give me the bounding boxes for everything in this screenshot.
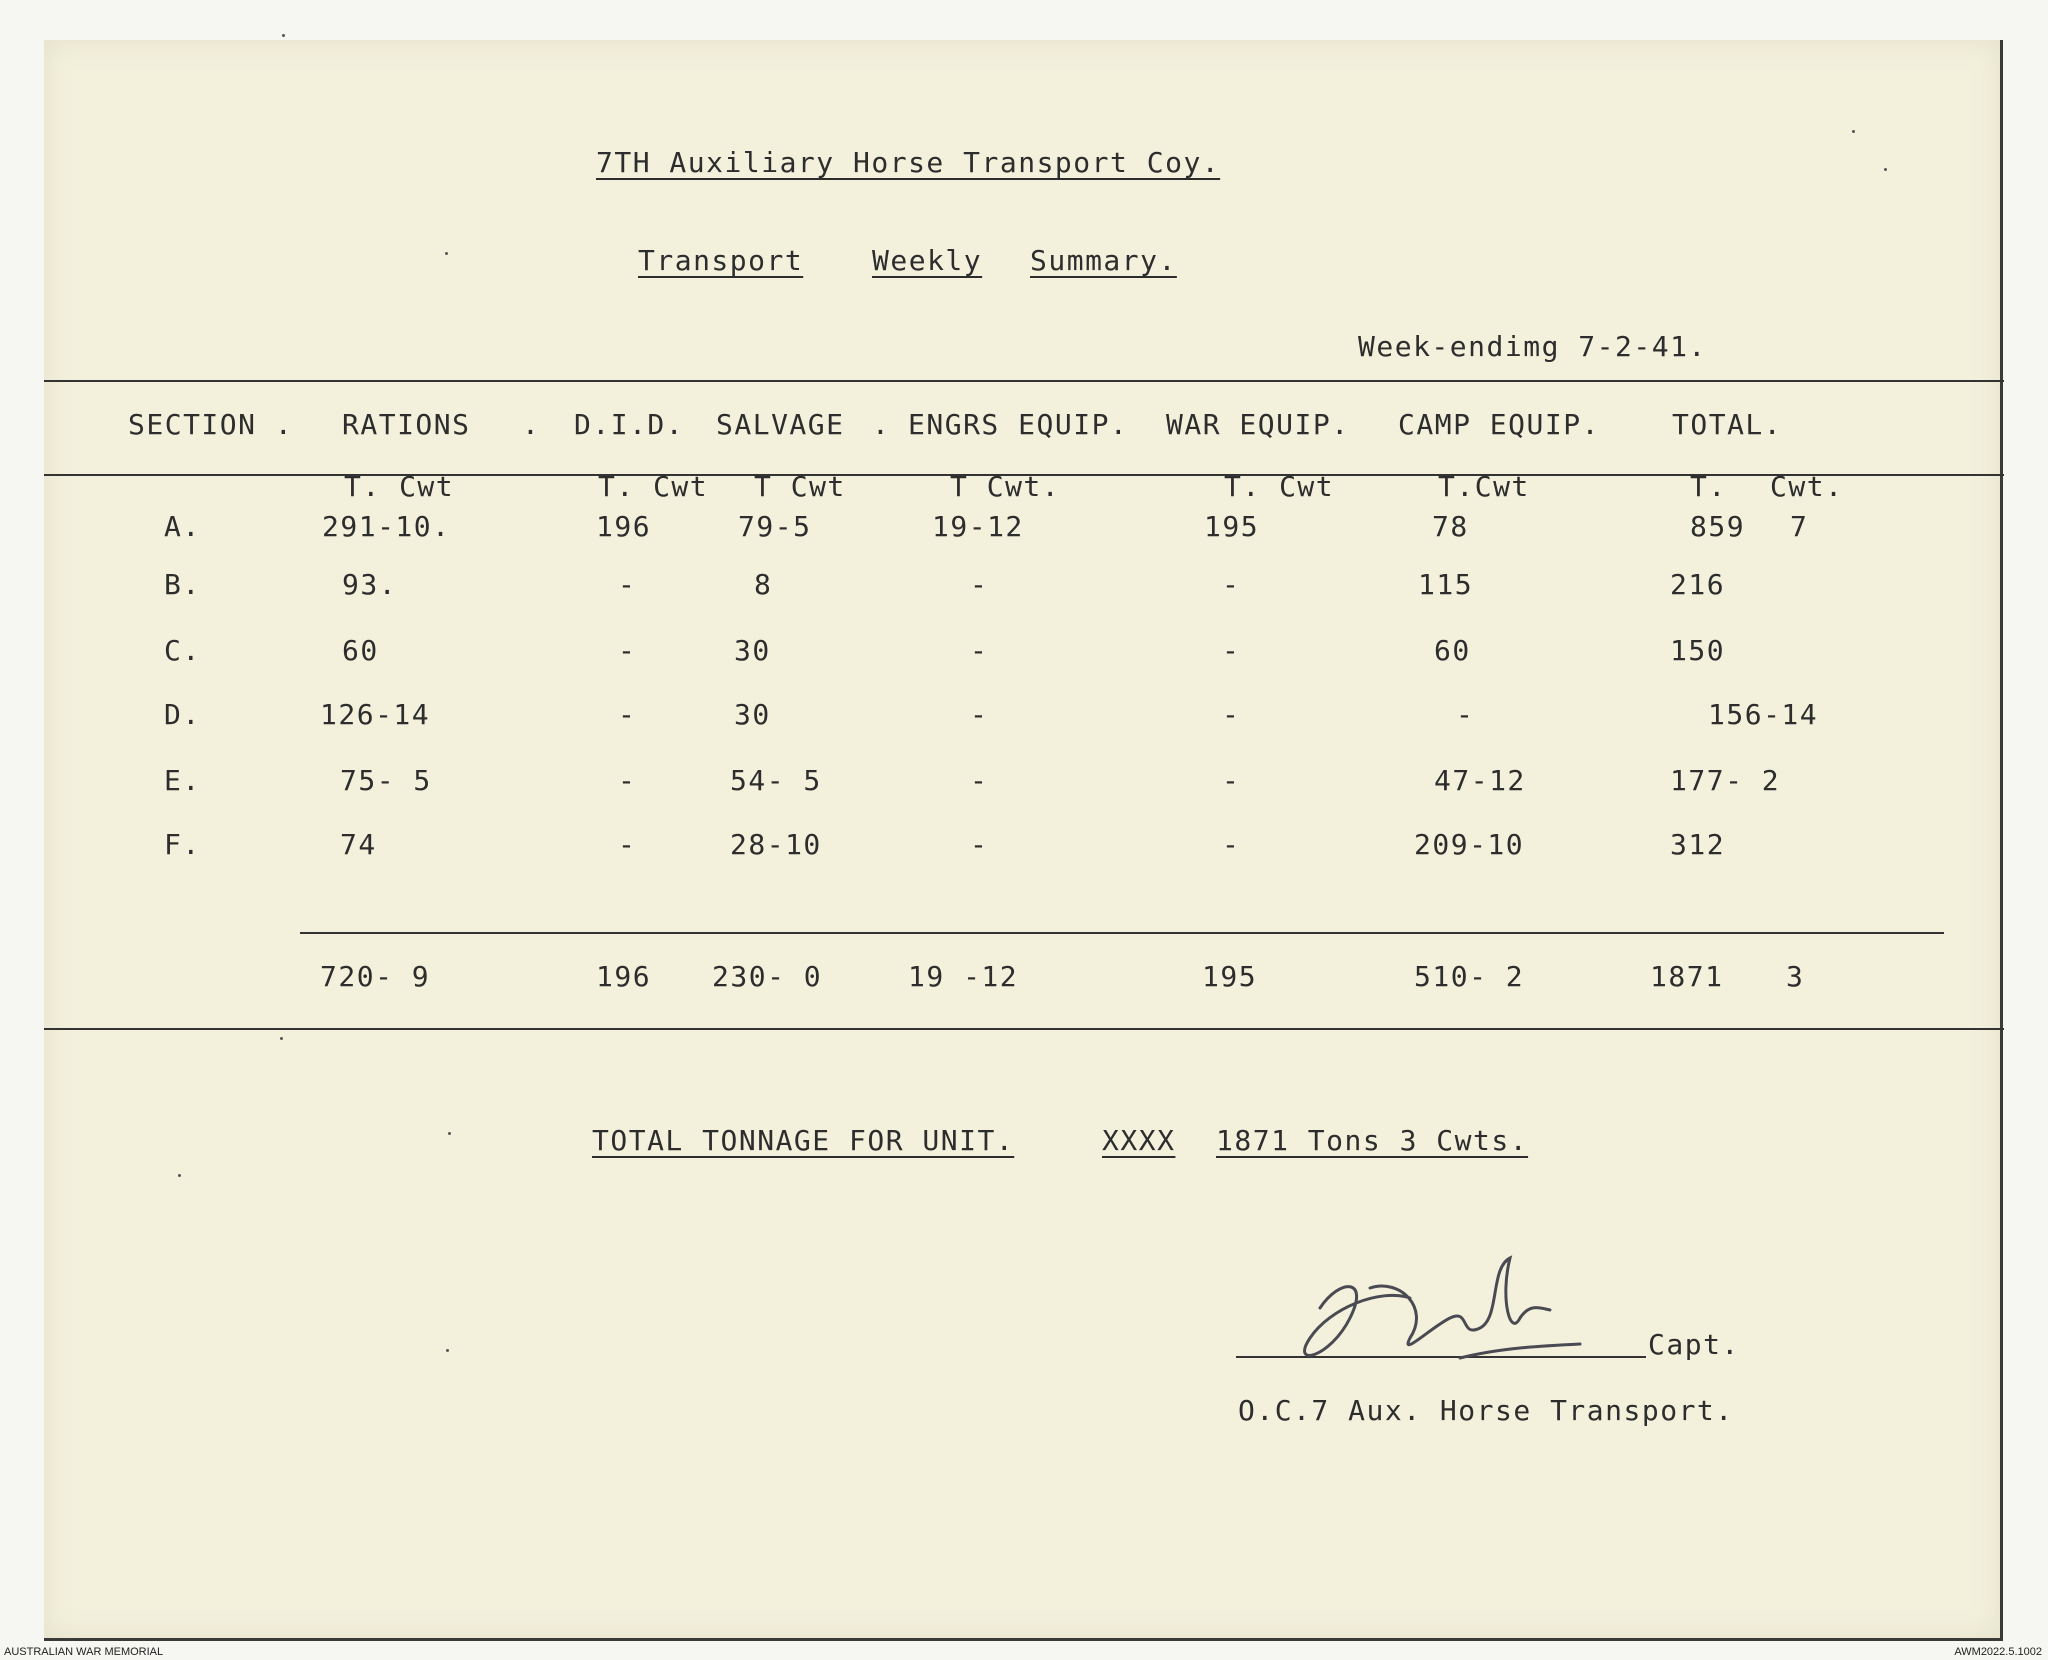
row-a-engrs: 19-12 [932,510,1024,543]
table-top-rule [44,380,2004,382]
subheader-total-cwt: Cwt. [1770,470,1844,503]
subheader-war: T. Cwt [1224,470,1335,503]
row-c-engrs: - [970,634,989,667]
row-d-camp: - [1456,698,1475,731]
row-b-camp: 115 [1418,568,1474,601]
paper-speck [280,1037,283,1040]
signature-rank: Capt. [1648,1328,1740,1361]
paper-speck [178,1174,181,1177]
signature-title: O.C.7 Aux. Horse Transport. [1238,1394,1734,1427]
totals-rule [300,932,1944,934]
col-header-sep: . [522,408,541,441]
totals-salvage: 230- 0 [712,960,823,993]
paper-speck [1884,168,1887,171]
row-b-salvage: 8 [754,568,773,601]
subheader-total-t: T. [1690,470,1727,503]
row-d-total-t: 156-14 [1708,698,1819,731]
paper-speck [1852,130,1855,133]
table-bottom-rule [44,1028,2004,1030]
paper-speck [445,252,448,255]
caption-left: AUSTRALIAN WAR MEMORIAL [4,1646,164,1658]
subheader-rations: T. Cwt [344,470,455,503]
row-e-engrs: - [970,764,989,797]
row-e-rations: 75- 5 [340,764,432,797]
totals-total-cwt: 3 [1786,960,1805,993]
row-a-total-t: 859 [1690,510,1746,543]
row-f-salvage: 28-10 [730,828,822,861]
subheader-salvage: T Cwt [754,470,846,503]
col-header-camp: CAMP EQUIP. [1398,408,1600,441]
row-a-salvage: 79-5 [738,510,812,543]
row-b-rations: 93. [342,568,398,601]
row-b-war: - [1222,568,1241,601]
row-a-total-cwt: 7 [1790,510,1809,543]
tonnage-struck: XXXX [1102,1124,1176,1157]
paper-speck [282,34,285,37]
signature-scrawl [1260,1248,1620,1388]
row-f-total-t: 312 [1670,828,1726,861]
row-b-total-t: 216 [1670,568,1726,601]
row-d-section: D. [164,698,201,731]
row-f-rations: 74 [340,828,377,861]
week-ending: Week-endimg 7-2-41. [1358,330,1707,363]
row-d-did: - [618,698,637,731]
row-f-section: F. [164,828,201,861]
totals-did: 196 [596,960,652,993]
col-header-sep: . [872,408,891,441]
row-d-rations: 126-14 [320,698,431,731]
row-f-did: - [618,828,637,861]
row-e-section: E. [164,764,201,797]
caption-right: AWM2022.5.1002 [1954,1646,2042,1658]
row-c-section: C. [164,634,201,667]
row-c-total-t: 150 [1670,634,1726,667]
tonnage-value: 1871 Tons 3 Cwts. [1216,1124,1529,1157]
row-f-camp: 209-10 [1414,828,1525,861]
row-a-section: A. [164,510,201,543]
col-header-did: D.I.D. [574,408,685,441]
row-e-salvage: 54- 5 [730,764,822,797]
paper-speck [448,1132,451,1135]
row-b-did: - [618,568,637,601]
row-c-war: - [1222,634,1241,667]
summary-title-word-2: Weekly [872,244,983,277]
subheader-did: T. Cwt [598,470,709,503]
tonnage-label: TOTAL TONNAGE FOR UNIT. [592,1124,1015,1157]
col-header-section: SECTION . [128,408,294,441]
row-b-section: B. [164,568,201,601]
paper-speck [446,1349,449,1352]
row-c-camp: 60 [1434,634,1471,667]
row-c-did: - [618,634,637,667]
row-d-engrs: - [970,698,989,731]
row-a-war: 195 [1204,510,1260,543]
row-e-war: - [1222,764,1241,797]
row-b-engrs: - [970,568,989,601]
col-header-war: WAR EQUIP. [1166,408,1350,441]
row-e-did: - [618,764,637,797]
row-f-war: - [1222,828,1241,861]
subheader-camp: T.Cwt [1438,470,1530,503]
row-a-rations: 291-10. [322,510,451,543]
summary-title-word-3: Summary. [1030,244,1177,277]
row-c-salvage: 30 [734,634,771,667]
row-d-war: - [1222,698,1241,731]
col-header-rations: RATIONS [342,408,471,441]
totals-camp: 510- 2 [1414,960,1525,993]
totals-engrs: 19 -12 [908,960,1019,993]
row-a-did: 196 [596,510,652,543]
totals-war: 195 [1202,960,1258,993]
row-e-camp: 47-12 [1434,764,1526,797]
row-c-rations: 60 [342,634,379,667]
col-header-engrs: ENGRS EQUIP. [908,408,1129,441]
totals-rations: 720- 9 [320,960,431,993]
row-f-engrs: - [970,828,989,861]
col-header-salvage: SALVAGE [716,408,845,441]
row-a-camp: 78 [1432,510,1469,543]
summary-title-word-1: Transport [638,244,804,277]
totals-total-t: 1871 [1650,960,1724,993]
row-e-total-t: 177- 2 [1670,764,1781,797]
row-d-salvage: 30 [734,698,771,731]
col-header-total: TOTAL. [1672,408,1783,441]
subheader-engrs: T Cwt. [950,470,1061,503]
unit-title: 7TH Auxiliary Horse Transport Coy. [596,146,1221,179]
